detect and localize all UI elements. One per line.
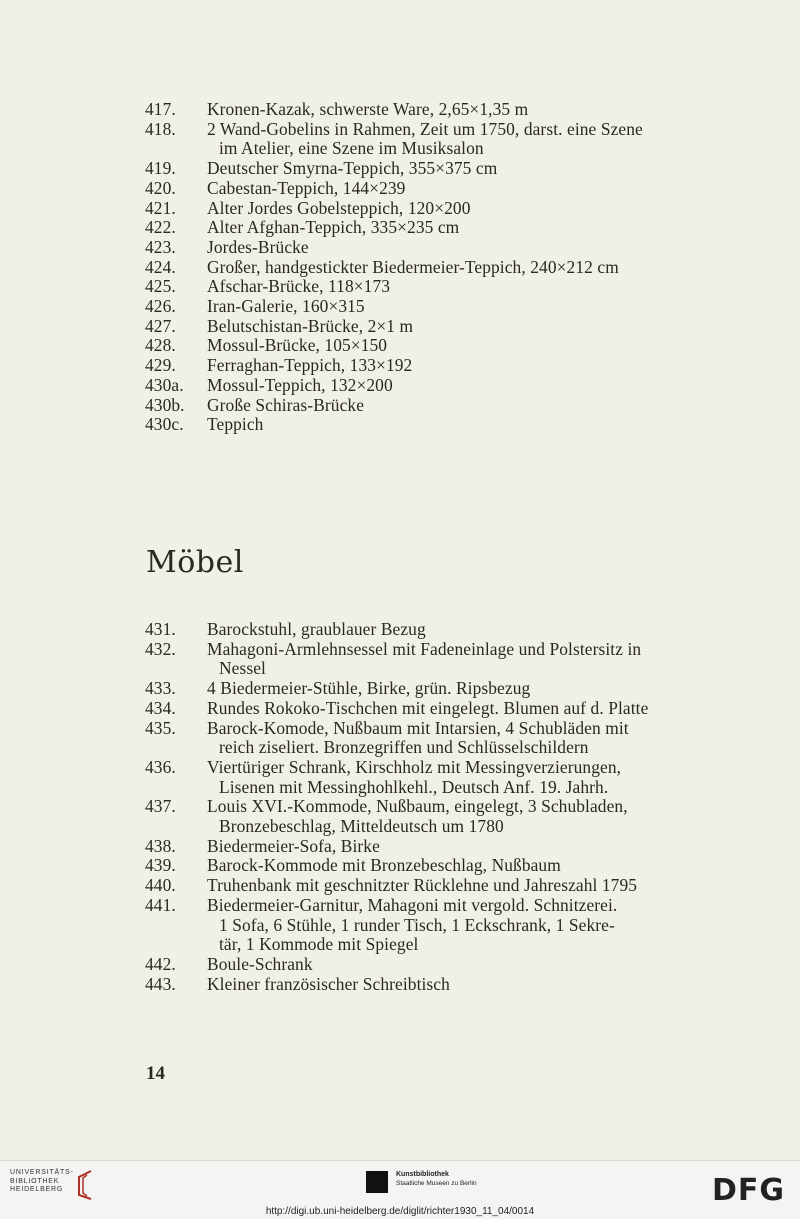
entry-number: 443. <box>145 973 176 994</box>
entry-text <box>207 955 735 975</box>
catalog-entry <box>145 199 735 219</box>
entry-number: 430a. <box>145 374 184 395</box>
entry-line: Ferraghan-Teppich, 133×192 <box>207 355 413 376</box>
entry-line: Deutscher Smyrna-Teppich, 355×375 cm <box>207 158 498 179</box>
permalink-url[interactable]: http://digi.ub.uni-heidelberg.de/diglit/richter1930_11_04/0014 <box>265 1206 535 1217</box>
entry-number: 417. <box>145 99 176 119</box>
entry-number: 442. <box>145 953 176 974</box>
entry-line: Truhenbank mit geschnitzter Rücklehne und Jahreszahl 1795 <box>207 875 638 896</box>
catalog-entry <box>145 159 735 179</box>
entry-number: 419. <box>145 158 176 179</box>
entry-text <box>207 297 735 317</box>
catalog-entry <box>145 238 735 258</box>
entry-line: Biedermeier-Sofa, Birke <box>207 835 380 856</box>
entry-number: 436. <box>145 756 176 777</box>
entry-line: Bronzebeschlag, Mitteldeutsch um 1780 <box>219 816 504 837</box>
entry-line: Mahagoni-Armlehnsessel mit Fadeneinlage und Polstersitz in <box>207 638 642 659</box>
entry-number: 421. <box>145 197 176 218</box>
entry-line: Lisenen mit Messinghohlkehl., Deutsch Anf. 19. Jahrh. <box>219 776 609 797</box>
catalog-entry <box>145 317 735 337</box>
entry-number: 430c. <box>145 414 184 435</box>
entry-number: 429. <box>145 355 176 376</box>
entry-text <box>207 620 735 640</box>
catalog-entry <box>145 376 735 396</box>
section-heading: Möbel <box>146 545 244 580</box>
entry-text <box>207 199 735 219</box>
entry-line: Barockstuhl, graublauer Bezug <box>207 619 426 639</box>
entry-text <box>207 679 735 699</box>
furniture-list <box>145 620 735 994</box>
university-logo-icon[interactable] <box>73 1169 97 1201</box>
catalog-entry <box>145 758 735 797</box>
entry-text <box>207 159 735 179</box>
entry-number: 426. <box>145 296 176 317</box>
entry-number: 418. <box>145 118 176 139</box>
entry-line: 2 Wand-Gobelins in Rahmen, Zeit um 1750, darst. eine Szene <box>207 118 643 139</box>
entry-line: Barock-Komode, Nußbaum mit Intarsien, 4 Schubläden mit <box>207 717 629 738</box>
entry-line: Große Schiras-Brücke <box>207 394 365 415</box>
entry-line: Nessel <box>219 658 266 679</box>
entry-text <box>207 837 735 857</box>
entry-number: 432. <box>145 638 176 659</box>
page-number: 14 <box>146 1063 165 1084</box>
entry-line: Louis XVI.-Kommode, Nußbaum, eingelegt, 3 Schubladen, <box>207 796 628 817</box>
catalog-entry <box>145 297 735 317</box>
entry-number: 427. <box>145 315 176 336</box>
catalog-entry <box>145 258 735 278</box>
catalog-entry <box>145 699 735 719</box>
entry-line: Teppich <box>207 414 264 435</box>
entry-line: tär, 1 Kommode mit Spiegel <box>219 934 419 955</box>
entry-text <box>207 317 735 337</box>
entry-text <box>207 356 735 376</box>
entry-number: 422. <box>145 217 176 238</box>
carpet-list <box>145 100 735 435</box>
catalog-entry <box>145 975 735 995</box>
entry-text <box>207 120 735 159</box>
entry-line: Jordes-Brücke <box>207 236 309 257</box>
entry-text <box>207 975 735 995</box>
catalog-entry <box>145 356 735 376</box>
entry-line: Rundes Rokoko-Tischchen mit eingelegt. Blumen auf d. Platte <box>207 697 649 718</box>
catalog-entry <box>145 415 735 435</box>
catalog-entry <box>145 218 735 238</box>
entry-line: Viertüriger Schrank, Kirschholz mit Messingverzierungen, <box>207 756 622 777</box>
entry-text <box>207 876 735 896</box>
entry-text <box>207 179 735 199</box>
entry-line: Kronen-Kazak, schwerste Ware, 2,65×1,35 m <box>207 99 529 119</box>
entry-number: 439. <box>145 855 176 876</box>
entry-line: Kleiner französischer Schreibtisch <box>207 973 450 994</box>
catalog-entry <box>145 797 735 836</box>
university-library-label[interactable]: UNIVERSITÄTS- BIBLIOTHEK HEIDELBERG <box>10 1169 74 1193</box>
viewer-footer <box>0 1160 800 1219</box>
entry-line: Iran-Galerie, 160×315 <box>207 296 365 317</box>
entry-text <box>207 797 735 836</box>
catalog-entry <box>145 719 735 758</box>
catalog-entry <box>145 620 735 640</box>
entry-line: Großer, handgestickter Biedermeier-Teppich, 240×212 cm <box>207 256 619 277</box>
entry-text <box>207 640 735 679</box>
entry-number: 435. <box>145 717 176 738</box>
entry-text <box>207 856 735 876</box>
entry-number: 428. <box>145 335 176 356</box>
catalog-entry <box>145 955 735 975</box>
entry-text <box>207 100 735 120</box>
entry-text <box>207 758 735 797</box>
dfg-logo[interactable]: DFG <box>712 1173 786 1208</box>
entry-line: Cabestan-Teppich, 144×239 <box>207 177 406 198</box>
catalog-entry <box>145 896 735 955</box>
entry-number: 430b. <box>145 394 185 415</box>
entry-text <box>207 336 735 356</box>
entry-number: 438. <box>145 835 176 856</box>
entry-text <box>207 415 735 435</box>
entry-text <box>207 218 735 238</box>
entry-line: 4 Biedermeier-Stühle, Birke, grün. Ripsbezug <box>207 678 531 699</box>
entry-line: Belutschistan-Brücke, 2×1 m <box>207 315 414 336</box>
entry-line: Boule-Schrank <box>207 953 313 974</box>
entry-number: 420. <box>145 177 176 198</box>
kunstbibliothek-logo-icon[interactable] <box>366 1171 388 1193</box>
entry-number: 425. <box>145 276 176 297</box>
entry-line: Alter Afghan-Teppich, 335×235 cm <box>207 217 460 238</box>
entry-number: 441. <box>145 894 176 915</box>
entry-number: 440. <box>145 875 176 896</box>
entry-text <box>207 719 735 758</box>
kunstbibliothek-label: Kunstbibliothek Staatliche Museen zu Berlin <box>396 1171 477 1187</box>
entry-text <box>207 258 735 278</box>
entry-line: Mossul-Brücke, 105×150 <box>207 335 388 356</box>
catalog-entry <box>145 336 735 356</box>
entry-text <box>207 376 735 396</box>
entry-number: 434. <box>145 697 176 718</box>
catalog-entry <box>145 856 735 876</box>
entry-line: Mossul-Teppich, 132×200 <box>207 374 393 395</box>
entry-line: 1 Sofa, 6 Stühle, 1 runder Tisch, 1 Eckschrank, 1 Sekre- <box>219 914 615 935</box>
catalog-entry <box>145 837 735 857</box>
entry-text <box>207 896 735 955</box>
catalog-entry <box>145 179 735 199</box>
entry-line: Biedermeier-Garnitur, Mahagoni mit vergold. Schnitzerei. <box>207 894 618 915</box>
entry-text <box>207 277 735 297</box>
catalog-entry <box>145 277 735 297</box>
entry-line: Afschar-Brücke, 118×173 <box>207 276 391 297</box>
entry-text <box>207 699 735 719</box>
entry-line: Alter Jordes Gobelsteppich, 120×200 <box>207 197 471 218</box>
catalog-entry <box>145 679 735 699</box>
entry-line: im Atelier, eine Szene im Musiksalon <box>219 138 484 159</box>
entry-number: 424. <box>145 256 176 277</box>
catalog-entry <box>145 396 735 416</box>
entry-text <box>207 238 735 258</box>
entry-line: reich ziseliert. Bronzegriffen und Schlüsselschildern <box>219 737 589 758</box>
entry-number: 423. <box>145 236 176 257</box>
catalog-entry <box>145 120 735 159</box>
entry-line: Barock-Kommode mit Bronzebeschlag, Nußbaum <box>207 855 561 876</box>
catalog-entry <box>145 876 735 896</box>
entry-number: 431. <box>145 619 176 639</box>
catalog-entry <box>145 100 735 120</box>
catalog-entry <box>145 640 735 679</box>
entry-number: 437. <box>145 796 176 817</box>
entry-number: 433. <box>145 678 176 699</box>
entry-text <box>207 396 735 416</box>
